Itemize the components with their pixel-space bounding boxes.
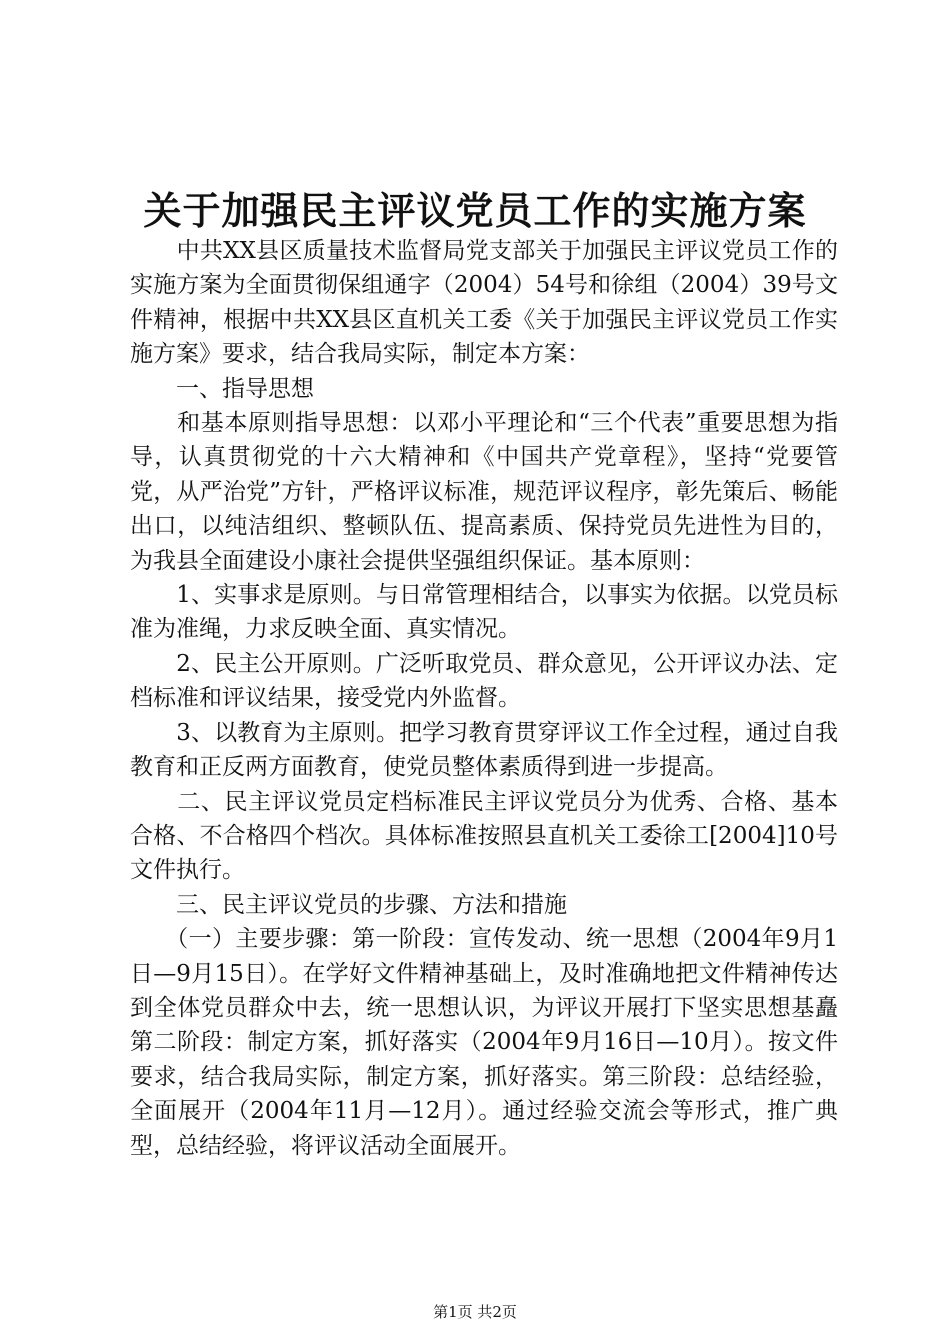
heading-steps-methods: 三、民主评议党员的步骤、方法和措施	[130, 891, 567, 918]
paragraph-grading-standard: 二、民主评议党员定档标准民主评议党员分为优秀、合格、基本合格、不合格四个档次。具体标准按照县直机关工委徐工[2004]10号文件执行。	[130, 788, 838, 884]
paragraph-principle-3: 3、以教育为主原则。把学习教育贯穿评议工作全过程，通过自我教育和正反两方面教育，使党员整体素质得到进一步提高。	[130, 719, 838, 781]
page-indicator: 第1页 共2页	[433, 1303, 517, 1321]
document-title: 关于加强民主评议党员工作的实施方案	[143, 188, 807, 233]
paragraph-principles: 和基本原则指导思想：以邓小平理论和“三个代表”重要思想为指导，认真贯彻党的十六大精神和《中国共产党章程》，坚持“党要管党，从严治党”方针，严格评议标准，规范评议程序，彰先策后、畅能出口，以纯洁组织、整顿队伍、提高素质、保持党员先进性为目的，为我县全面建设小康社会提供坚强组织保证。基本原则：	[130, 410, 838, 574]
paragraph-principle-1: 1、实事求是原则。与日常管理相结合，以事实为依据。以党员标准为准绳，力求反映全面、真实情况。	[130, 582, 838, 643]
paragraph-principle-2: 2、民主公开原则。广泛听取党员、群众意见，公开评议办法、定档标准和评议结果，接受党内外监督。	[130, 650, 838, 712]
paragraph-main-steps: （一）主要步骤：第一阶段：宣传发动、统一思想（2004年9月1日—9月15日）。在学好文件精神基础上，及时准确地把文件精神传达到全体党员群众中去，统一思想认识，为评议开展打下坚实思想基矗第二阶段：制定方案，抓好落实（2004年9月16日—10月）。按文件要求，结合我局实际，制定方案，抓好落实。第三阶段：总结经验，全面展开（2004年11月—12月）。通过经验交流会等形式，推广典型，总结经验，将评议活动全面展开。	[130, 926, 838, 1159]
paragraph-intro: 中共XX县区质量技术监督局党支部关于加强民主评议党员工作的实施方案为全面贯彻保组通字（2004）54号和徐组（2004）39号文件精神，根据中共XX县区直机关工委《关于加强民主评议党员工作实施方案》要求，结合我局实际，制定本方案：	[130, 238, 838, 368]
document-body	[130, 234, 838, 1163]
heading-guiding-thought: 一、指导思想	[130, 375, 314, 402]
